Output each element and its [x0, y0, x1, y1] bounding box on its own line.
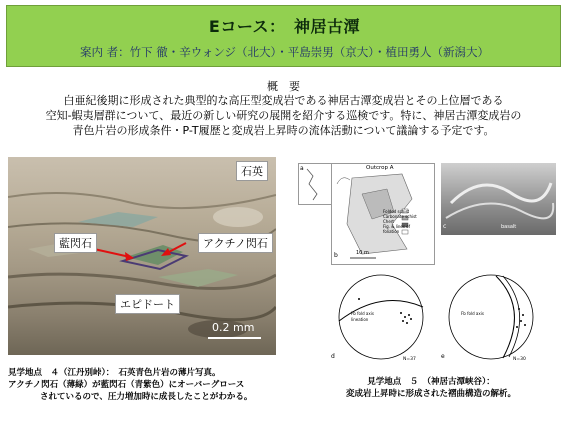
summary-line-2: 空知-蝦夷層群について、最近の新しい研究の展開を紹介する巡検です。特に、神居古潭変成岩の: [45, 109, 522, 122]
course-title: Eコース： 神居古潭: [208, 17, 361, 36]
panel-a-letter: a: [300, 165, 304, 172]
summary-line-1: 白亜紀後期に形成された典型的な高圧型変成岩である神居古潭変成岩とその上位層である: [63, 94, 504, 107]
structure-figure: [298, 157, 560, 365]
legend-item: Fig. & lines of foliation: [383, 224, 411, 234]
label-quartz: 石英: [236, 161, 268, 181]
panel-a-scale: 10 m: [356, 250, 369, 256]
label-actinolite: アクチノ閃石: [198, 233, 273, 253]
caption-right-line-2: 変成岩上昇時に形成された褶曲構造の解析。: [345, 389, 516, 399]
summary-heading: 概 要: [267, 80, 300, 93]
panel-d-letter: d: [331, 353, 335, 360]
panel-d-count: N=37: [403, 357, 416, 362]
panel-a-legend: [383, 209, 423, 234]
panel-a-inset: [298, 163, 332, 205]
panel-d-label: Fb fold axis: [351, 311, 374, 316]
panel-a-title: Outcrop A: [366, 165, 394, 171]
caption-left-line-1: 見学地点 ４（江丹別峠）： 石英青色片岩の薄片写真。: [8, 368, 221, 378]
panel-e-letter: e: [441, 353, 445, 360]
caption-right-line-1: 見学地点 ５ （神居古潭峡谷）：: [367, 377, 495, 387]
panel-e-label: Fb fold axis: [461, 311, 484, 316]
panel-c-letter: c: [443, 223, 447, 230]
caption-left-line-3: されているので、圧力増加時に成長したことがわかる。: [40, 392, 253, 402]
legend-item: Chert: [383, 219, 395, 224]
legend-item: Carbonate schist: [383, 214, 417, 219]
caption-right: [300, 376, 562, 400]
panel-e-stereonet: [441, 269, 543, 365]
guides-line: 案内 者：竹下 徹・辛ウォンジ（北大）・平島崇男（京大）・植田勇人（新潟大）: [79, 45, 490, 59]
scale-bar-label: 0.2 mm: [212, 321, 255, 334]
panel-e-count: N=30: [513, 357, 526, 362]
panel-c-photo: [441, 163, 556, 235]
thin-section-photo: [8, 157, 276, 355]
arrow-glaucophane: [94, 249, 130, 257]
panel-b-letter: b: [334, 252, 338, 259]
panel-d-stereonet: [331, 269, 433, 365]
label-glaucophane: 藍閃石: [54, 233, 97, 253]
caption-left-line-2: アクチノ閃石（薄緑）が藍閃石（青紫色）にオーバーグロース: [8, 380, 245, 390]
caption-left: [8, 367, 288, 403]
summary-line-3: 青色片岩の形成条件・P-T履歴と変成岩上昇時の流体活動について議論する予定です。: [72, 124, 495, 137]
legend-item: Folded schist: [383, 209, 410, 214]
label-epidote: エピドート: [115, 294, 180, 314]
header-banner: [6, 5, 561, 67]
panel-d-sub: lineation: [351, 317, 369, 322]
panel-c-annotation: basalt: [501, 224, 517, 230]
